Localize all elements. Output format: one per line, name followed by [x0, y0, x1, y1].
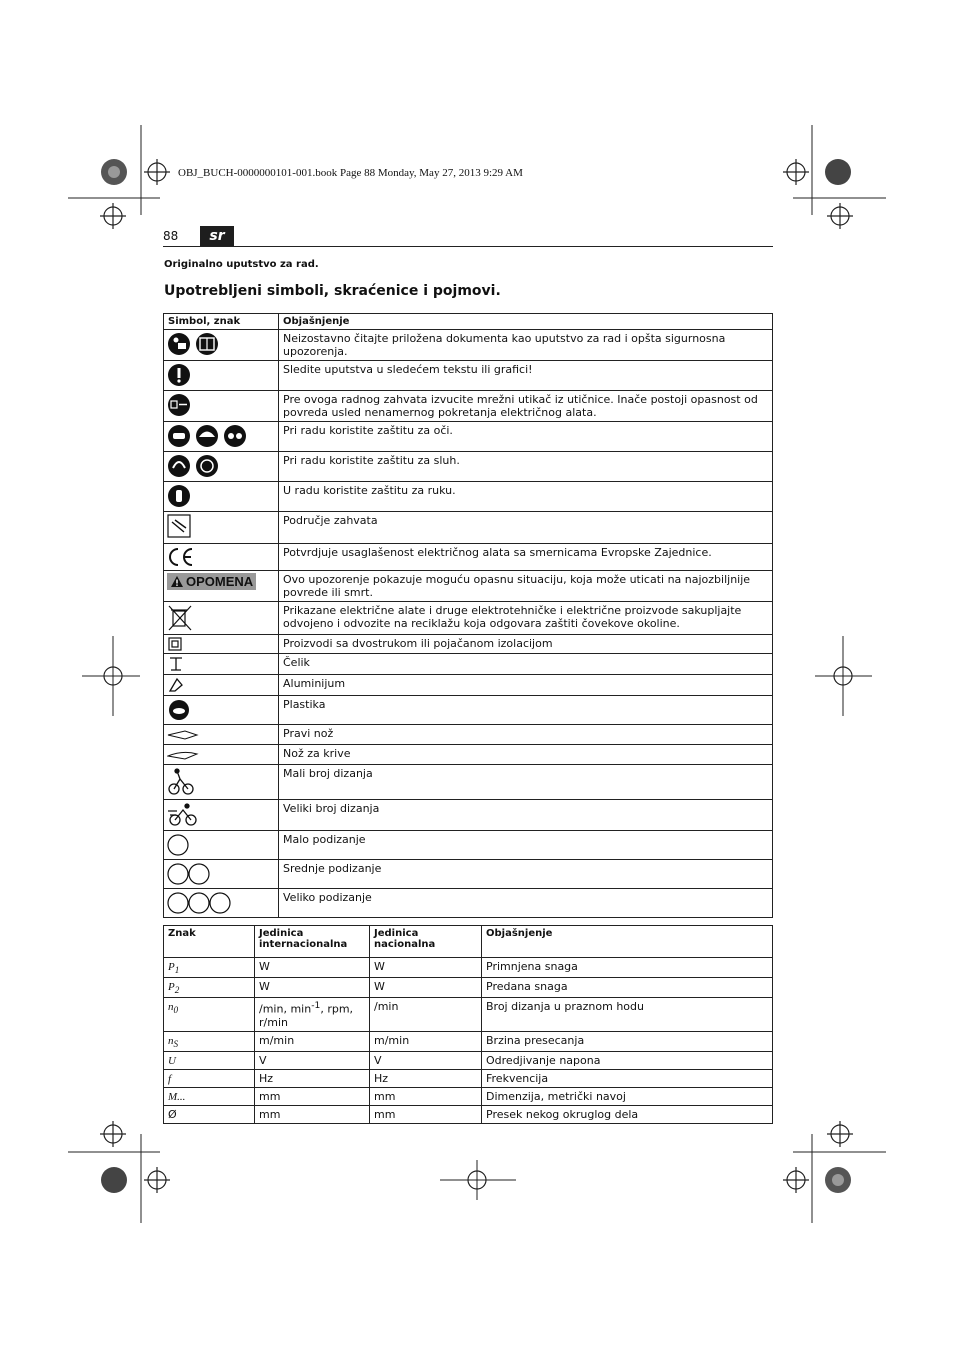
symbol-explanation: Sledite uputstva u sledećem tekstu ili grafici! [279, 361, 773, 391]
symbol-explanation: Veliko podizanje [279, 889, 773, 918]
intl-unit: Hz [255, 1070, 370, 1088]
table-row [164, 725, 773, 745]
symbol-explanation: Srednje podizanje [279, 860, 773, 889]
high-stroke-rate-icon [168, 804, 196, 825]
header-rule [163, 246, 773, 247]
read-manual-icon [168, 333, 190, 355]
intl-unit: V [255, 1052, 370, 1070]
symbol-explanation: Područje zahvata [279, 512, 773, 544]
table-row [164, 635, 773, 654]
warning-badge-label: OPOMENA [186, 574, 254, 589]
symbol-explanation: Prikazane električne alate i druge elektrotehničke i električne proizvode sakupljajte odvojeno i odvozite na reciklažu koja odgovara zaštiti čovekove okoline. [279, 602, 773, 635]
table-row [164, 860, 773, 889]
page-number: 88 [163, 229, 179, 243]
symbol-explanation: Mali broj dizanja [279, 765, 773, 800]
table-row [164, 571, 773, 602]
symbol-explanation: Aluminijum [279, 675, 773, 696]
symbol-explanation: Veliki broj dizanja [279, 800, 773, 831]
exclamation-icon [168, 364, 190, 386]
symbol-explanation: Čelik [279, 654, 773, 675]
table-row [164, 422, 773, 452]
unit-sign: M... [164, 1088, 255, 1106]
national-unit: W [370, 958, 482, 978]
national-unit-column-header: Jedinica nacionalna [370, 926, 482, 958]
two-circles-icon [168, 864, 209, 884]
unit-explanation: Primnjena snaga [482, 958, 773, 978]
three-circles-icon [168, 893, 230, 913]
unit-explanation: Odredjivanje napona [482, 1052, 773, 1070]
table-row [164, 544, 773, 571]
national-unit: Hz [370, 1070, 482, 1088]
low-stroke-rate-icon [169, 769, 193, 794]
document-subtitle: Originalno uputstvo za rad. [164, 259, 319, 270]
table-row [164, 765, 773, 800]
document-title: Upotrebljeni simboli, skraćenice i pojmovi. [164, 283, 501, 299]
unit-sign: $P_2$ [164, 978, 255, 998]
helmet-icon [196, 425, 218, 447]
table-row [164, 391, 773, 422]
national-unit: mm [370, 1088, 482, 1106]
unit-explanation: Frekvencija [482, 1070, 773, 1088]
intl-unit: /min, $\min^{-1}$, rpm, r/min [255, 998, 370, 1032]
units-header-row [164, 926, 773, 958]
crossed-bin-icon [169, 606, 191, 630]
table-row [164, 512, 773, 544]
book-icon [196, 333, 218, 355]
national-unit: W [370, 978, 482, 998]
symbol-explanation: Pri radu koristite zaštitu za oči. [279, 422, 773, 452]
table-row [164, 1088, 773, 1106]
explanation-column-header: Objašnjenje [279, 314, 773, 330]
curve-blade-icon [168, 752, 197, 759]
symbol-explanation: Malo podizanje [279, 831, 773, 860]
face-shield-icon [168, 425, 190, 447]
unplug-icon [168, 394, 190, 416]
symbol-explanation: Plastika [279, 696, 773, 725]
intl-unit: W [255, 978, 370, 998]
symbol-explanation: Nož za krive [279, 745, 773, 765]
symbol-explanation: U radu koristite zaštitu za ruku. [279, 482, 773, 512]
table-row [164, 745, 773, 765]
double-insulation-icon [169, 638, 181, 650]
intl-unit: mm [255, 1088, 370, 1106]
one-circle-icon [168, 835, 188, 855]
unit-sign: Ø [164, 1106, 255, 1124]
work-area-icon [168, 515, 190, 537]
straight-blade-icon [168, 731, 197, 739]
unit-explanation: Dimenzija, metrički navoj [482, 1088, 773, 1106]
symbol-explanation: Potvrdjuje usaglašenost električnog alata sa smernicama Evropske Zajednice. [279, 544, 773, 571]
symbol-explanation: Neizostavno čitajte priložena dokumenta kao uputstvo za rad i opšta sigurnosna upozorenja. [279, 330, 773, 361]
table-row [164, 452, 773, 482]
national-unit: V [370, 1052, 482, 1070]
table-row [164, 696, 773, 725]
national-unit: m/min [370, 1032, 482, 1052]
national-unit: mm [370, 1106, 482, 1124]
ear-plugs-icon [196, 455, 218, 477]
table-row [164, 1052, 773, 1070]
unit-sign: f [164, 1070, 255, 1088]
intl-unit-column-header: Jedinica internacionalna [255, 926, 370, 958]
sign-column-header: Znak [164, 926, 255, 958]
symbol-explanation: Proizvodi sa dvostrukom ili pojačanom izolacijom [279, 635, 773, 654]
symbol-explanation: Pri radu koristite zaštitu za sluh. [279, 452, 773, 482]
table-row [164, 482, 773, 512]
unit-explanation: Predana snaga [482, 978, 773, 998]
unit-sign: $n_S$ [164, 1032, 255, 1052]
ear-muffs-icon [168, 455, 190, 477]
symbol-explanation: Pravi nož [279, 725, 773, 745]
national-unit: /min [370, 998, 482, 1032]
aluminium-icon [170, 679, 182, 691]
ce-mark-icon [170, 549, 192, 565]
warning-badge [167, 573, 256, 590]
table-row [164, 602, 773, 635]
table-row [164, 330, 773, 361]
language-tab: sr [200, 226, 234, 246]
table-row [164, 831, 773, 860]
table-row [164, 675, 773, 696]
symbols-header-row [164, 314, 773, 330]
intl-unit: m/min [255, 1032, 370, 1052]
unit-explanation: Brzina presecanja [482, 1032, 773, 1052]
explanation-column-header: Objašnjenje [482, 926, 773, 958]
unit-explanation: Presek nekog okruglog dela [482, 1106, 773, 1124]
table-row [164, 1106, 773, 1124]
goggles-icon [224, 425, 246, 447]
table-row [164, 958, 773, 978]
steel-icon [170, 658, 182, 670]
unit-explanation: Broj dizanja u praznom hodu [482, 998, 773, 1032]
symbol-explanation: Pre ovoga radnog zahvata izvucite mrežni utikač iz utičnice. Inače postoji opasnost od povreda usled nenamernog pokretanja električnog alata. [279, 391, 773, 422]
unit-sign: $n_0$ [164, 998, 255, 1032]
intl-unit: mm [255, 1106, 370, 1124]
table-row [164, 800, 773, 831]
symbol-explanation: Ovo upozorenje pokazuje moguću opasnu situaciju, koja može uticati na najozbiljnije povrede ili smrt. [279, 571, 773, 602]
gloves-icon [168, 485, 190, 507]
table-row [164, 1070, 773, 1088]
plastic-icon [169, 700, 189, 720]
warning-triangle-icon [170, 575, 184, 588]
intl-unit: W [255, 958, 370, 978]
book-header: OBJ_BUCH-0000000101-001.book Page 88 Monday, May 27, 2013 9:29 AM [178, 167, 523, 179]
table-row [164, 361, 773, 391]
unit-sign: $P_1$ [164, 958, 255, 978]
table-row [164, 978, 773, 998]
unit-sign: U [164, 1052, 255, 1070]
symbols-table [163, 313, 773, 918]
table-row [164, 654, 773, 675]
table-row [164, 1032, 773, 1052]
table-row [164, 998, 773, 1032]
table-row [164, 889, 773, 918]
units-table [163, 925, 773, 1124]
symbol-column-header: Simbol, znak [164, 314, 279, 330]
